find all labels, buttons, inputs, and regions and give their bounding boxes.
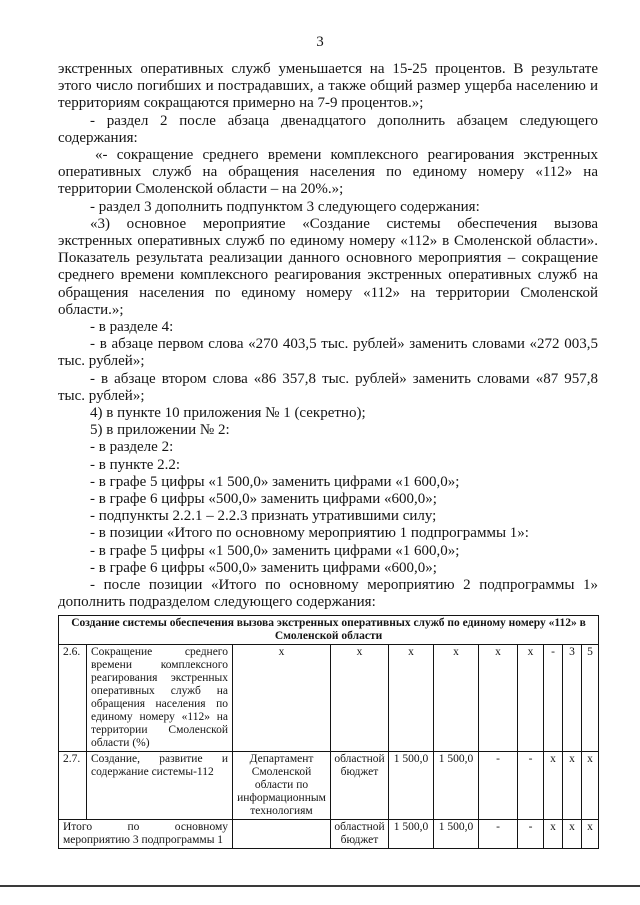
graph-9-cell: х	[544, 751, 563, 819]
paragraph: - после позиции «Итого по основному мероприятию 2 подпрограммы 1» дополнить подразделом следующего содержания:	[58, 577, 598, 611]
graph-6-cell: х	[434, 644, 479, 751]
graph-9-cell: х	[544, 819, 563, 848]
graph-11-cell: х	[582, 751, 599, 819]
paragraph: - в пункте 2.2:	[90, 456, 181, 473]
table-section-header-row	[59, 615, 599, 644]
paragraph: «- сокращение среднего времени комплексного реагирования экстренных оперативных служб на обращения населения по единому номеру «112» на территории Смоленской области – на 20%.»;	[58, 147, 598, 198]
paragraph: - в графе 5 цифры «1 500,0» заменить цифрами «1 600,0»;	[90, 473, 460, 490]
graph-5-cell: 1 500,0	[389, 751, 434, 819]
graph-11-cell: х	[582, 819, 599, 848]
paragraph: - в графе 6 цифры «500,0» заменить цифрами «600,0»;	[90, 491, 437, 508]
page-number: 3	[316, 34, 324, 50]
paragraph: - в абзаце первом слова «270 403,5 тыс. рублей» заменить словами «272 003,5 тыс. рублей»;	[58, 336, 598, 370]
table-total-row	[59, 819, 599, 848]
graph-11-cell: 5	[582, 644, 599, 751]
paragraph: - в графе 5 цифры «1 500,0» заменить цифрами «1 600,0»;	[90, 542, 460, 559]
scan-edge-line	[0, 885, 640, 887]
graph-5-cell: 1 500,0	[389, 819, 434, 848]
paragraph: «3) основное мероприятие «Создание системы обеспечения вызова экстренных оперативных служб по единому номеру «112» в Смоленской области». Показатель результата реализации данного основного мероприятия – сокращение среднего времени комплексного реагирования экстренных оперативных служб на обращения населения по единому номеру «112» на территории Смоленской области.»;	[58, 215, 598, 318]
paragraph: - в позиции «Итого по основному мероприятию 1 подпрограммы 1»:	[90, 525, 529, 542]
total-executor	[233, 819, 331, 848]
table-row	[59, 751, 599, 819]
row-funding-source: х	[331, 644, 389, 751]
paragraph: - подпункты 2.2.1 – 2.2.3 признать утратившими силу;	[90, 508, 437, 525]
paragraph: - раздел 2 после абзаца двенадцатого дополнить абзацем следующего содержания:	[58, 112, 598, 146]
graph-10-cell: 3	[563, 644, 582, 751]
row-number: 2.6.	[59, 644, 87, 751]
graph-9-cell: -	[544, 644, 563, 751]
row-name: Создание, развитие и содержание системы-112	[87, 751, 233, 819]
graph-8-cell: х	[518, 644, 544, 751]
table-row	[59, 644, 599, 751]
graph-10-cell: х	[563, 751, 582, 819]
total-label: Итого по основному мероприятию 3 подпрограммы 1	[59, 819, 233, 848]
graph-7-cell: -	[479, 819, 518, 848]
row-number: 2.7.	[59, 751, 87, 819]
paragraph: - в разделе 2:	[90, 439, 174, 456]
row-executor: Департамент Смоленской области по информационным технологиям	[233, 751, 331, 819]
subsection-table	[58, 615, 599, 849]
graph-10-cell: х	[563, 819, 582, 848]
paragraph: 4) в пункте 10 приложения № 1 (секретно);	[90, 405, 366, 422]
page-content	[58, 61, 598, 849]
paragraph: - в разделе 4:	[90, 319, 174, 336]
paragraph: - раздел 3 дополнить подпунктом 3 следующего содержания:	[90, 198, 480, 215]
paragraph: 5) в приложении № 2:	[90, 422, 230, 439]
graph-6-cell: 1 500,0	[434, 819, 479, 848]
graph-6-cell: 1 500,0	[434, 751, 479, 819]
row-executor: х	[233, 644, 331, 751]
graph-7-cell: -	[479, 751, 518, 819]
row-funding-source: областной бюджет	[331, 751, 389, 819]
table-section-title: Создание системы обеспечения вызова экстренных оперативных служб по единому номеру «112» в Смоленской области	[59, 615, 599, 644]
graph-8-cell: -	[518, 751, 544, 819]
graph-5-cell: х	[389, 644, 434, 751]
total-funding-source: областной бюджет	[331, 819, 389, 848]
paragraph: экстренных оперативных служб уменьшается на 15-25 процентов. В результате этого число погибших и пострадавших, а также общий размер ущерба населению и территориям сокращаются примерно на 7-9 процентов.»;	[58, 61, 598, 112]
row-name: Сокращение среднего времени комплексного реагирования экстренных оперативных служб на обращения населения по единому номеру «112» на территории Смоленской области (%)	[87, 644, 233, 751]
paragraph: - в графе 6 цифры «500,0» заменить цифрами «600,0»;	[90, 559, 437, 576]
paragraph: - в абзаце втором слова «86 357,8 тыс. рублей» заменить словами «87 957,8 тыс. рублей»;	[58, 370, 598, 404]
graph-8-cell: -	[518, 819, 544, 848]
body-text	[58, 61, 598, 612]
graph-7-cell: х	[479, 644, 518, 751]
